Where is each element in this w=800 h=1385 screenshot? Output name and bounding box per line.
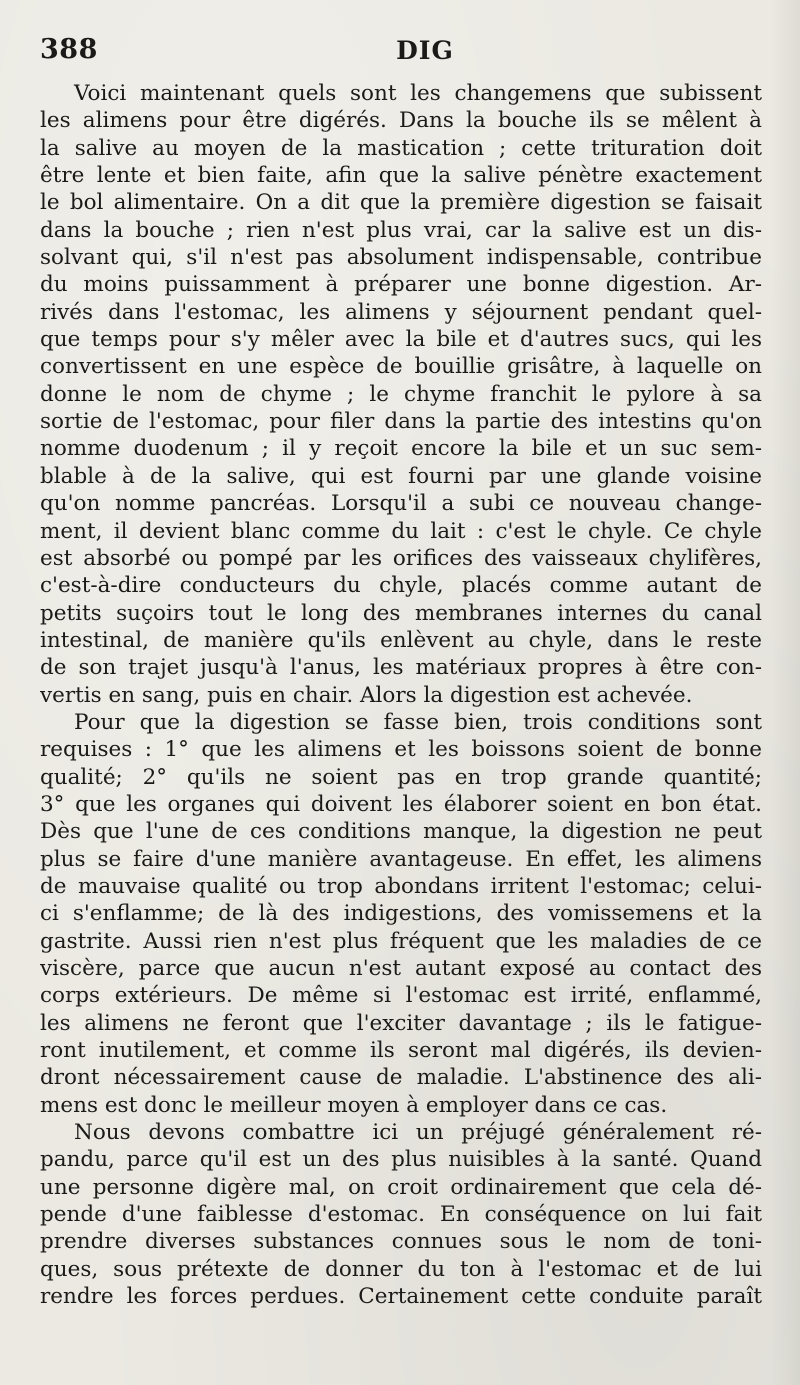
text-line: les alimens pour être digérés. Dans la bouche ils se mêlent à [40,108,762,134]
text-line: dront nécessairement cause de maladie. L'abstinence des ali- [40,1065,762,1091]
text-line: ront inutilement, et comme ils seront mal digérés, ils devien- [40,1038,762,1064]
running-headword: DIG [396,36,454,65]
body-text [40,80,762,1310]
text-line: Voici maintenant quels sont les changemens que subissent [74,81,762,106]
text-line: vertis en sang, puis en chair. Alors la digestion est achevée. [40,682,693,708]
page-number: 388 [40,34,98,65]
text-line: ques, sous prétexte de donner du ton à l'estomac et de lui [40,1256,762,1282]
text-line: Dès que l'une de ces conditions manque, la digestion ne peut [40,819,762,845]
text-line: être lente et bien faite, afin que la salive pénètre exactement [40,163,762,189]
text-line: Pour que la digestion se fasse bien, trois conditions sont [74,709,762,735]
text-line: nomme duodenum ; il y reçoit encore la bile et un suc sem- [40,436,762,462]
text-line: pende d'une faiblesse d'estomac. En conséquence on lui fait [40,1202,762,1228]
text-line: que temps pour s'y mêler avec la bile et d'autres sucs, qui les [40,327,762,353]
text-line: rendre les forces perdues. Certainement cette conduite paraît [40,1284,762,1310]
text-line: requises : 1° que les alimens et les boissons soient de bonne [40,737,762,763]
text-line: corps extérieurs. De même si l'estomac est irrité, enflammé, [40,983,762,1009]
text-line: qu'on nomme pancréas. Lorsqu'il a subi ce nouveau change- [40,491,762,517]
text-line: de mauvaise qualité ou trop abondans irritent l'estomac; celui- [40,873,762,899]
text-line: blable à de la salive, qui est fourni par une glande voisine [40,463,762,489]
text-line: plus se faire d'une manière avantageuse. En effet, les alimens [40,846,762,872]
text-line: Nous devons combattre ici un préjugé généralement ré- [74,1120,762,1146]
text-line: rivés dans l'estomac, les alimens y séjournent pendant quel- [40,299,762,325]
text-line: pandu, parce qu'il est un des plus nuisibles à la santé. Quand [40,1147,762,1173]
text-line: de son trajet jusqu'à l'anus, les matériaux propres à être con- [40,655,762,681]
text-line: sortie de l'estomac, pour filer dans la partie des intestins qu'on [40,409,762,435]
text-line: c'est-à-dire conducteurs du chyle, placés comme autant de [40,573,762,599]
text-line: viscère, parce que aucun n'est autant exposé au contact des [40,956,762,981]
text-line: donne le nom de chyme ; le chyme franchit le pylore à sa [40,381,762,407]
text-line: ci s'enflamme; de là des indigestions, des vomissemens et la [40,901,762,927]
text-line: ment, il devient blanc comme du lait : c'est le chyle. Ce chyle [40,518,762,544]
text-line: le bol alimentaire. On a dit que la première digestion se faisait [40,190,762,216]
text-line: du moins puissamment à préparer une bonne digestion. Ar- [40,272,762,298]
text-line: la salive au moyen de la mastication ; cette trituration doit [40,135,762,161]
running-head [40,34,760,74]
text-line: dans la bouche ; rien n'est plus vrai, car la salive est un dis- [40,217,762,243]
page-edge-shadow [770,0,800,1385]
text-line: solvant qui, s'il n'est pas absolument indispensable, contribue [40,245,762,271]
text-line: est absorbé ou pompé par les orifices des vaisseaux chylifères, [40,545,762,571]
text-line: une personne digère mal, on croit ordinairement que cela dé- [40,1174,762,1200]
text-line: mens est donc le meilleur moyen à employer dans ce cas. [40,1092,668,1118]
text-line: intestinal, de manière qu'ils enlèvent au chyle, dans le reste [40,627,762,653]
text-line: petits suçoirs tout le long des membranes internes du canal [40,600,762,626]
text-line: 3° que les organes qui doivent les élaborer soient en bon état. [40,791,762,817]
text-line: les alimens ne feront que l'exciter davantage ; ils le fatigue- [40,1010,762,1036]
text-line: gastrite. Aussi rien n'est plus fréquent que les maladies de ce [40,928,762,954]
text-line: convertissent en une espèce de bouillie grisâtre, à laquelle on [40,354,762,380]
text-line: prendre diverses substances connues sous le nom de toni- [40,1229,762,1255]
text-line: qualité; 2° qu'ils ne soient pas en trop grande quantité; [40,764,762,790]
